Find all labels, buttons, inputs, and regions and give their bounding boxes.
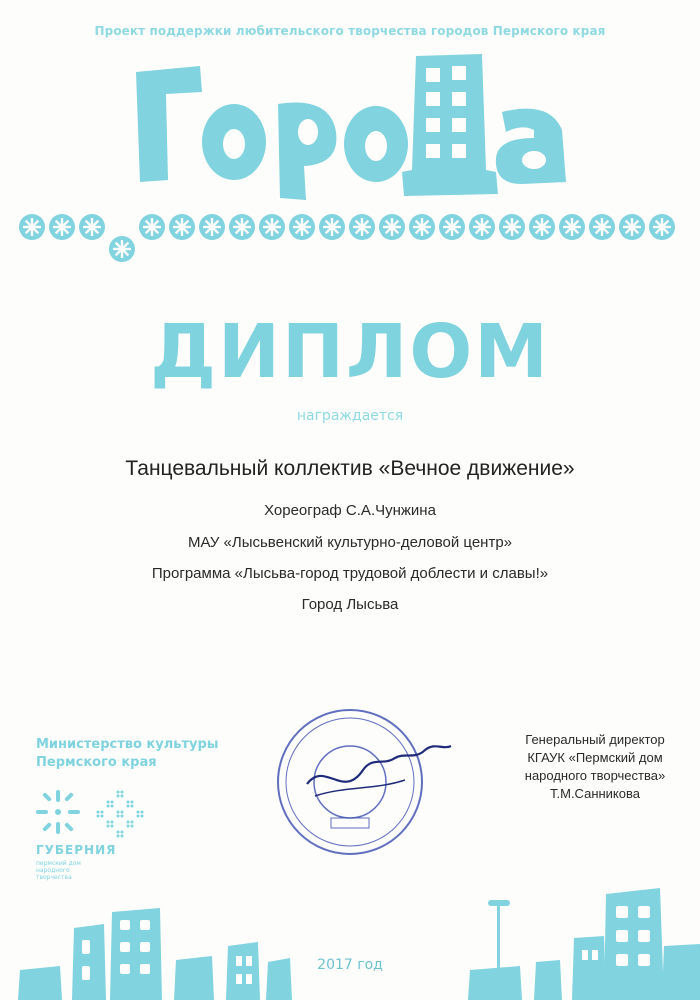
signatory-org-line-2: народного творчества» (524, 768, 666, 783)
signatory-org-line-1: КГАУК «Пермский дом (527, 750, 663, 765)
signatory-name: Т.М.Санникова (550, 786, 640, 801)
snowflake-ornament-icon (18, 205, 683, 265)
gubernia-logo-icon (36, 786, 156, 841)
program-line: Программа «Лысьва-город трудовой доблести и славы!» (151, 565, 549, 582)
ministry-name (36, 736, 219, 772)
city-line: Город Лысьва (301, 596, 399, 613)
signatory-block (500, 731, 690, 803)
ministry-line-2: Пермского края (36, 755, 157, 770)
awarded-label: награждается (296, 408, 404, 424)
year-label: 2017 год (317, 957, 383, 973)
gubernia-name: ГУБЕРНИЯ (36, 843, 117, 857)
gubernia-subtitle: пермский дом народного творчества (36, 860, 81, 881)
choreographer-line: Хореограф С.А.Чунжина (264, 502, 436, 519)
project-line: Проект поддержки любительского творчества городов Пермского края (94, 24, 606, 38)
recipient-name: Танцевальный коллектив «Вечное движение» (125, 457, 575, 480)
organization-line: МАУ «Лысьвенский культурно-деловой центр» (187, 534, 513, 551)
official-seal-icon (255, 700, 455, 860)
ministry-line-1: Министерство культуры (36, 737, 219, 752)
signatory-title: Генеральный директор (525, 732, 665, 747)
signature-icon (307, 746, 451, 784)
gorod-logo (130, 52, 570, 202)
city-skyline-icon (0, 850, 700, 1000)
diploma-title: ДИПЛОМ (150, 309, 550, 395)
